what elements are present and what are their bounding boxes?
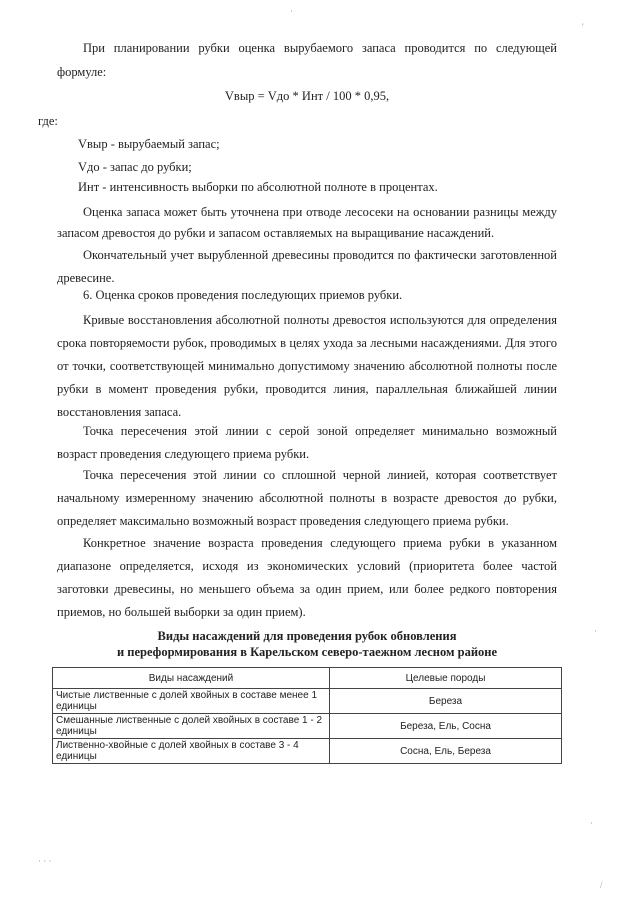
table-cell-stand-type: Лиственно-хвойные с долей хвойных в составе 3 - 4 единицы [53,739,330,764]
paragraph-refinement: Оценка запаса может быть уточнена при отводе лесосеки на основании разницы между запасом древостоя до рубки и запасом оставляемых на выращивание насаждений. [57,205,557,240]
paragraph-1-line-1: При планировании рубки оценка вырубаемого запаса проводится по следующей [83,41,557,55]
table-title-line-1: Виды насаждений для проведения рубок обновления [157,629,457,643]
scan-speck: · [290,6,293,16]
paragraph-1-line-2: формуле: [57,65,107,79]
table-cell-target-species: Сосна, Ель, Береза [330,739,562,764]
table-title-line-2: и переформирования в Карельском северо-таежном лесном районе [116,645,498,659]
table-row [53,739,562,764]
table-header-row [53,668,562,689]
table-cell-stand-type: Чистые лиственные с долей хвойных в составе менее 1 единицы [53,689,330,714]
paragraph-recovery-curves: Кривые восстановления абсолютной полноты древостоя используются для определения срока повторяемости рубок, проводимых в целях ухода за лесными насаждениями. Для этого от точки, соответствующей минимально допустимому значению абсолютной полноты после рубки в момент проведения рубки, проводится линия, параллельная ближайшей линии восстановления запаса. [57,313,557,419]
section-6-heading: 6. Оценка сроков проведения последующих приемов рубки. [83,288,403,302]
scan-speck: ' [582,22,584,32]
paragraph-max-age: Точка пересечения этой линии со сплошной черной линией, которая соответствует начальному измеренному значению абсолютной полноты в возрасте древостоя до рубки, определяет максимально возможный возраст проведения следующего приема рубки. [57,468,557,528]
paragraph-specific-age: Конкретное значение возраста проведения следующего приема рубки в указанном диапазоне определяется, исходя из экономических условий (приоритета более частой заготовки древесины, но меньшего объема за один прием, или более редкого повторения приемов, но большей выборки за один прием). [57,536,557,619]
definition-vvyr: Vвыр - вырубаемый запас; [78,137,220,151]
paragraph-min-age: Точка пересечения этой линии с серой зоной определяет минимально возможный возраст проведения следующего приема рубки. [57,424,557,461]
scan-speck: · [590,818,593,828]
stand-types-table [52,667,562,764]
definition-int: Инт - интенсивность выборки по абсолютной полноте в процентах. [78,180,438,194]
table-row [53,689,562,714]
scan-speck: · · · [38,856,52,866]
table-cell-target-species: Береза [330,689,562,714]
table-cell-target-species: Береза, Ель, Сосна [330,714,562,739]
scan-speck: · [594,626,597,636]
table-header-stand-types: Виды насаждений [53,668,330,689]
where-label: где: [38,114,58,128]
formula: Vвыр = Vдо * Инт / 100 * 0,95, [224,89,390,103]
paragraph-final-accounting: Окончательный учет вырубленной древесины проводится по фактически заготовленной древесине. [57,248,557,285]
table-cell-stand-type: Смешанные лиственные с долей хвойных в составе 1 - 2 единицы [53,714,330,739]
scan-speck: / [600,880,603,890]
table-row [53,714,562,739]
definition-vdo: Vдо - запас до рубки; [78,160,192,174]
table-header-target-species: Целевые породы [330,668,562,689]
